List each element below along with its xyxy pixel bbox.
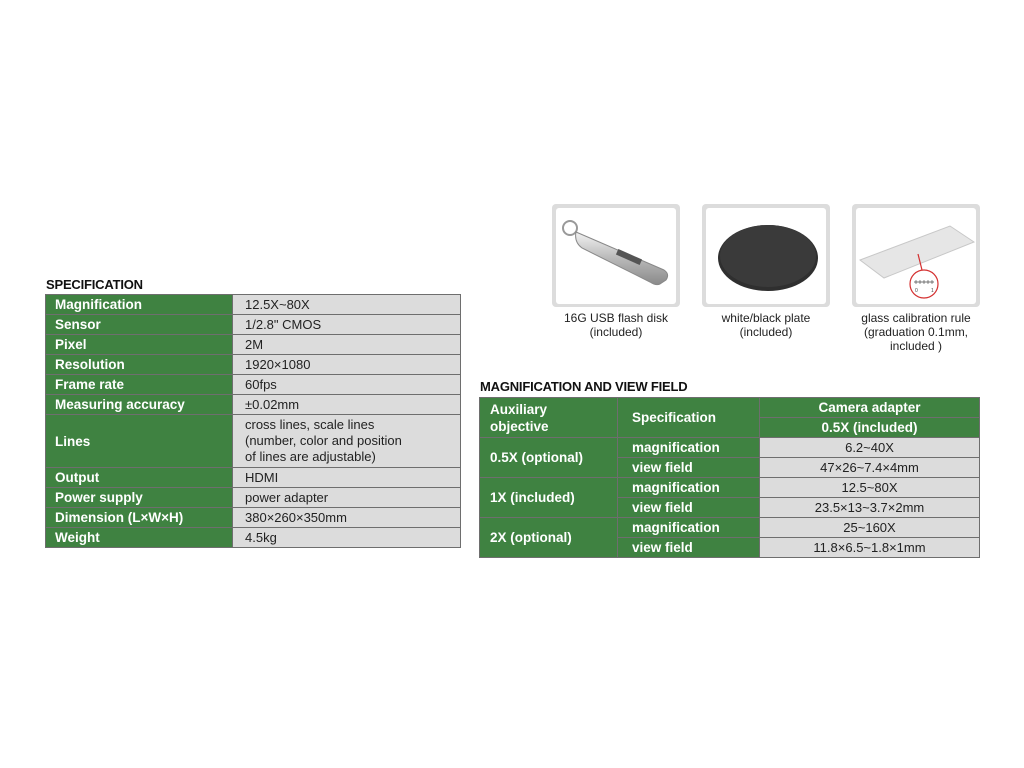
viewfield-value: 11.8×6.5~1.8×1mm	[760, 538, 980, 558]
usb-flash-disk-caption: 16G USB flash disk (included)	[563, 311, 669, 339]
spec-value: 1920×1080	[233, 355, 461, 375]
spec-label: Dimension (L×W×H)	[46, 508, 233, 528]
spec-label: Weight	[46, 528, 233, 548]
spec-label: Power supply	[46, 488, 233, 508]
objective-1x: 1X (included)	[480, 478, 618, 518]
viewfield-label: view field	[618, 538, 760, 558]
spec-label: Resolution	[46, 355, 233, 375]
spec-label: Lines	[46, 415, 233, 468]
spec-label: Output	[46, 468, 233, 488]
spec-label: Sensor	[46, 315, 233, 335]
magnification-value: 25~160X	[760, 518, 980, 538]
spec-row-power-supply	[46, 488, 461, 508]
magnification-title: MAGNIFICATION AND VIEW FIELD	[480, 379, 688, 394]
spec-row-resolution	[46, 355, 461, 375]
glass-calibration-rule-icon	[856, 208, 976, 304]
spec-row-weight	[46, 528, 461, 548]
viewfield-value: 47×26~7.4×4mm	[760, 458, 980, 478]
header-adapter-value: 0.5X (included)	[760, 418, 980, 438]
spec-value: 12.5X~80X	[233, 295, 461, 315]
spec-row-pixel	[46, 335, 461, 355]
white-black-plate-card	[702, 204, 830, 307]
spec-row-measuring-accuracy	[46, 395, 461, 415]
header-camera-adapter: Camera adapter	[760, 398, 980, 418]
specification-table	[45, 294, 461, 548]
mag-row-1x-magnification	[480, 478, 980, 498]
spec-value: 2M	[233, 335, 461, 355]
spec-row-sensor	[46, 315, 461, 335]
spec-value-multiline: cross lines, scale lines (number, color and position of lines are adjustable)	[233, 415, 461, 468]
usb-flash-disk-card	[552, 204, 680, 307]
scale-mark-0: 0	[915, 287, 918, 294]
glass-calibration-rule-caption: glass calibration rule (graduation 0.1mm, included )	[861, 311, 971, 353]
spec-row-frame-rate	[46, 375, 461, 395]
magnification-value: 12.5~80X	[760, 478, 980, 498]
magnification-value: 6.2~40X	[760, 438, 980, 458]
magnification-table	[479, 397, 980, 558]
white-black-plate-caption: white/black plate (included)	[721, 311, 811, 339]
spec-label: Frame rate	[46, 375, 233, 395]
white-black-plate-icon	[706, 208, 826, 304]
header-specification: Specification	[618, 398, 760, 438]
spec-row-dimension	[46, 508, 461, 528]
objective-0.5x: 0.5X (optional)	[480, 438, 618, 478]
magnification-label: magnification	[618, 518, 760, 538]
glass-calibration-rule-card	[852, 204, 980, 307]
viewfield-value: 23.5×13~3.7×2mm	[760, 498, 980, 518]
spec-value: ±0.02mm	[233, 395, 461, 415]
header-auxiliary-objective: Auxiliary objective	[480, 398, 618, 438]
spec-label: Pixel	[46, 335, 233, 355]
specification-title: SPECIFICATION	[46, 277, 143, 292]
spec-value: 380×260×350mm	[233, 508, 461, 528]
mag-row-2x-magnification	[480, 518, 980, 538]
scale-mark-1: 1	[931, 287, 934, 294]
spec-row-lines	[46, 415, 461, 468]
spec-value: power adapter	[233, 488, 461, 508]
mag-header-row	[480, 398, 980, 418]
mag-row-0.5x-magnification	[480, 438, 980, 458]
spec-row-magnification	[46, 295, 461, 315]
spec-value: 1/2.8" CMOS	[233, 315, 461, 335]
spec-value: HDMI	[233, 468, 461, 488]
objective-2x: 2X (optional)	[480, 518, 618, 558]
spec-label: Measuring accuracy	[46, 395, 233, 415]
magnification-label: magnification	[618, 478, 760, 498]
spec-value: 4.5kg	[233, 528, 461, 548]
spec-row-output	[46, 468, 461, 488]
magnification-label: magnification	[618, 438, 760, 458]
spec-label: Magnification	[46, 295, 233, 315]
viewfield-label: view field	[618, 458, 760, 478]
viewfield-label: view field	[618, 498, 760, 518]
spec-value: 60fps	[233, 375, 461, 395]
usb-flash-disk-icon	[556, 208, 676, 304]
